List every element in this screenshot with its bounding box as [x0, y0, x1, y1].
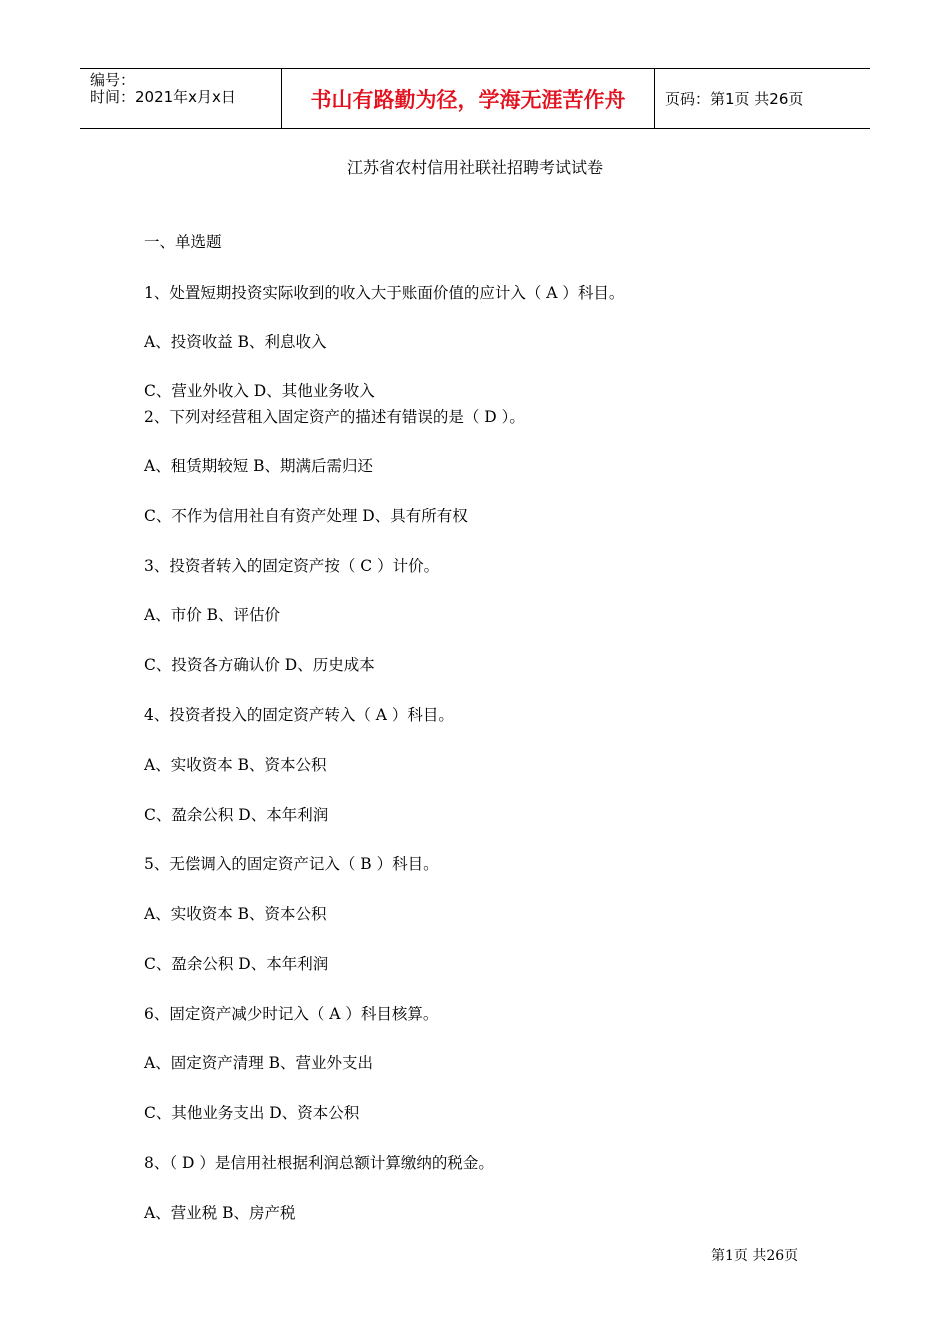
option-line: A、投资收益 B、利息收入	[144, 333, 327, 351]
option-line: A、市价 B、评估价	[144, 606, 281, 624]
header-meta-cell	[80, 69, 282, 128]
question-line: 3、投资者转入的固定资产按（ C ）计价。	[144, 557, 440, 575]
page-header	[80, 68, 870, 129]
option-line: C、投资各方确认价 D、历史成本	[144, 656, 375, 674]
option-line: C、盈余公积 D、本年利润	[144, 806, 329, 824]
question-line: 2、下列对经营租入固定资产的描述有错误的是（ D ）。	[144, 408, 525, 426]
header-motto: 书山有路勤为径，学海无涯苦作舟	[282, 69, 655, 128]
option-line: A、营业税 B、房产税	[144, 1204, 296, 1222]
option-line: A、实收资本 B、资本公积	[144, 905, 327, 923]
option-line: C、其他业务支出 D、资本公积	[144, 1104, 360, 1122]
option-line: C、盈余公积 D、本年利润	[144, 955, 329, 973]
question-line: 5、无偿调入的固定资产记入（ B ）科目。	[144, 855, 439, 873]
question-line: 4、投资者投入的固定资产转入（ A ）科目。	[144, 706, 454, 724]
header-page-info: 页码：第1页 共26页	[665, 90, 804, 108]
question-line: 6、固定资产减少时记入（ A ）科目核算。	[144, 1005, 439, 1023]
option-line: A、实收资本 B、资本公积	[144, 756, 327, 774]
section-heading: 一、单选题	[144, 233, 222, 251]
document-number-label: 编号：	[90, 71, 136, 89]
document-title: 江苏省农村信用社联社招聘考试试卷	[346, 158, 603, 177]
question-line: 1、处置短期投资实际收到的收入大于账面价值的应计入（ A ）科目。	[144, 284, 625, 302]
option-line: A、固定资产清理 B、营业外支出	[144, 1054, 374, 1072]
option-line: C、不作为信用社自有资产处理 D、具有所有权	[144, 507, 468, 525]
question-line: 8、（ D ）是信用社根据利润总额计算缴纳的税金。	[144, 1154, 494, 1172]
document-time-label: 时间：2021年x月x日	[90, 88, 236, 106]
option-line: A、租赁期较短 B、期满后需归还	[144, 457, 374, 475]
page-footer: 第1页 共26页	[711, 1248, 799, 1264]
option-line: C、营业外收入 D、其他业务收入	[144, 382, 375, 400]
